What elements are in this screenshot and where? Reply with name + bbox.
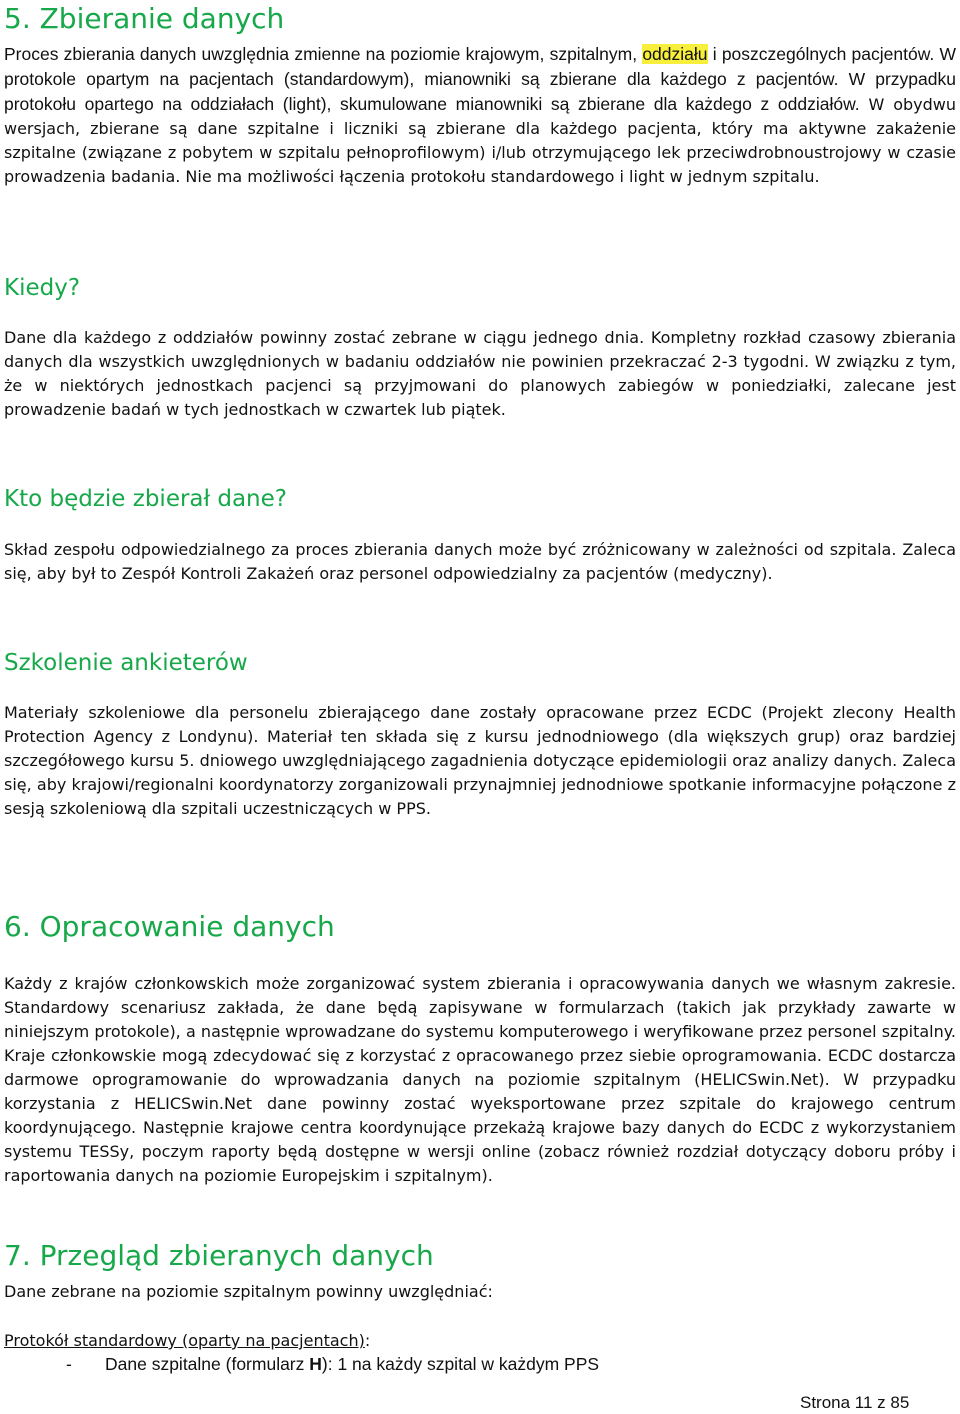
who-heading: Kto będzie zbierał dane? [4,486,287,512]
data-collection-paragraph [4,42,956,189]
list-item-text-before: Dane szpitalne (formularz [105,1354,310,1374]
data-processing-paragraph: Każdy z krajów członkowskich może zorganizować system zbierania i opracowywania danych we własnym zakresie. Standardowy scenariusz zakłada, że dane będą zapisywane w formularzach (takich jak przykłady zawarte w niniejszym protokole), a następnie wprowadzane do systemu komputerowego i weryfikowane przez personel szpitalny. Kraje członkowskie mogą zdecydować się z korzystać z opracowanego przez siebie oprogramowania. ECDC dostarcza darmowe oprogramowanie do wprowadzania danych na poziomie szpitalnym (HELICSwin.Net). W przypadku korzystania z HELICSwin.Net dane powinny zostać wyeksportowane przez szpitale do krajowego centrum koordynującego. Następnie krajowe centra koordynujące przekażą krajowe bazy danych do ECDC z wykorzystaniem systemu TESSy, poczym raporty będą dostępne w wersji online (zobacz również rozdział dotyczący doboru próby i raportowania danych na poziomie Europejskim i szpitalnym). [4,974,956,1185]
when-heading: Kiedy? [4,275,81,301]
training-paragraph: Materiały szkoleniowe dla personelu zbierającego dane zostały opracowane przez ECDC (Projekt zlecony Health Protection Agency z Londynu). Materiał ten składa się z kursu jednodniowego (dla większych grup) oraz bardziej szczegółowego kursu 5. dniowego uwzględniającego zagadnienia dotyczące epidemiologii oraz analizy danych. Zaleca się, aby krajowi/regionalni koordynatorzy zorganizowali przynajmniej jednodniowe spotkanie informacyjne połączone z sesją szkoleniową dla szpitali uczestniczących w PPS. [4,703,956,818]
intro-text-part-2: i poszczególnych pacjentów. W protokole opartym na pacjentach (standardowym), mianowniki są zbierane dla każdego z pacjentów. W przypadku protokołu opartego na oddziałach (light), skumulowane mianowniki są zbierane dla każdego z oddziałów. [4,44,956,114]
page-number: Strona 11 z 85 [800,1393,910,1412]
highlighted-word: oddziału [642,44,708,64]
intro-text-part-1: Proces zbierania danych uwzględnia zmienne na poziomie krajowym, szpitalnym, [4,44,643,64]
section-6-heading: 6. Opracowanie danych [4,910,335,943]
list-item-text-after: ): 1 na każdy szpital w każdym PPS [321,1354,600,1374]
training-heading: Szkolenie ankieterów [4,650,248,676]
section-5-heading: 5. Zbieranie danych [4,2,285,35]
list-bullet-dash: - [66,1354,72,1374]
protocol-subheading [4,1329,956,1353]
list-item-form-letter: H [309,1354,322,1374]
protocol-label: Protokół standardowy (oparty na pacjentach) [4,1331,365,1350]
list-item [105,1352,599,1376]
section-7-heading: 7. Przegląd zbieranych danych [4,1239,434,1272]
intro-text-part-3: W obydwu wersjach, zbierane są dane szpitalne i liczniki są zbierane dla każdego pacjenta, który ma aktywne zakażenie szpitalne (związane z pobytem w szpitalu pełnoprofilowym) i/lub otrzymującego lek przeciwdrobnoustrojowy w czasie prowadzenia badania. Nie ma możliwości łączenia protokołu standardowego i light w jednym szpitalu. [4,95,956,186]
when-paragraph: Dane dla każdego z oddziałów powinny zostać zebrane w ciągu jednego dnia. Kompletny rozkład czasowy zbierania danych dla wszystkich uwzględnionych w badaniu oddziałów nie powinien przekraczać 2-3 tygodni. W związku z tym, że w niektórych jednostkach pacjenci są przyjmowani do planowych zabiegów w poniedziałki, zalecane jest prowadzenie badań w tych jednostkach w czwartek lub piątek. [4,328,956,419]
who-paragraph: Skład zespołu odpowiedzialnego za proces zbierania danych może być zróżnicowany w zależności od szpitala. Zaleca się, aby był to Zespół Kontroli Zakażeń oraz personel odpowiedzialny za pacjentów (medyczny). [4,540,956,583]
protocol-colon: : [364,1331,371,1350]
section-7-intro: Dane zebrane na poziomie szpitalnym powinny uwzględniać: [4,1282,493,1301]
